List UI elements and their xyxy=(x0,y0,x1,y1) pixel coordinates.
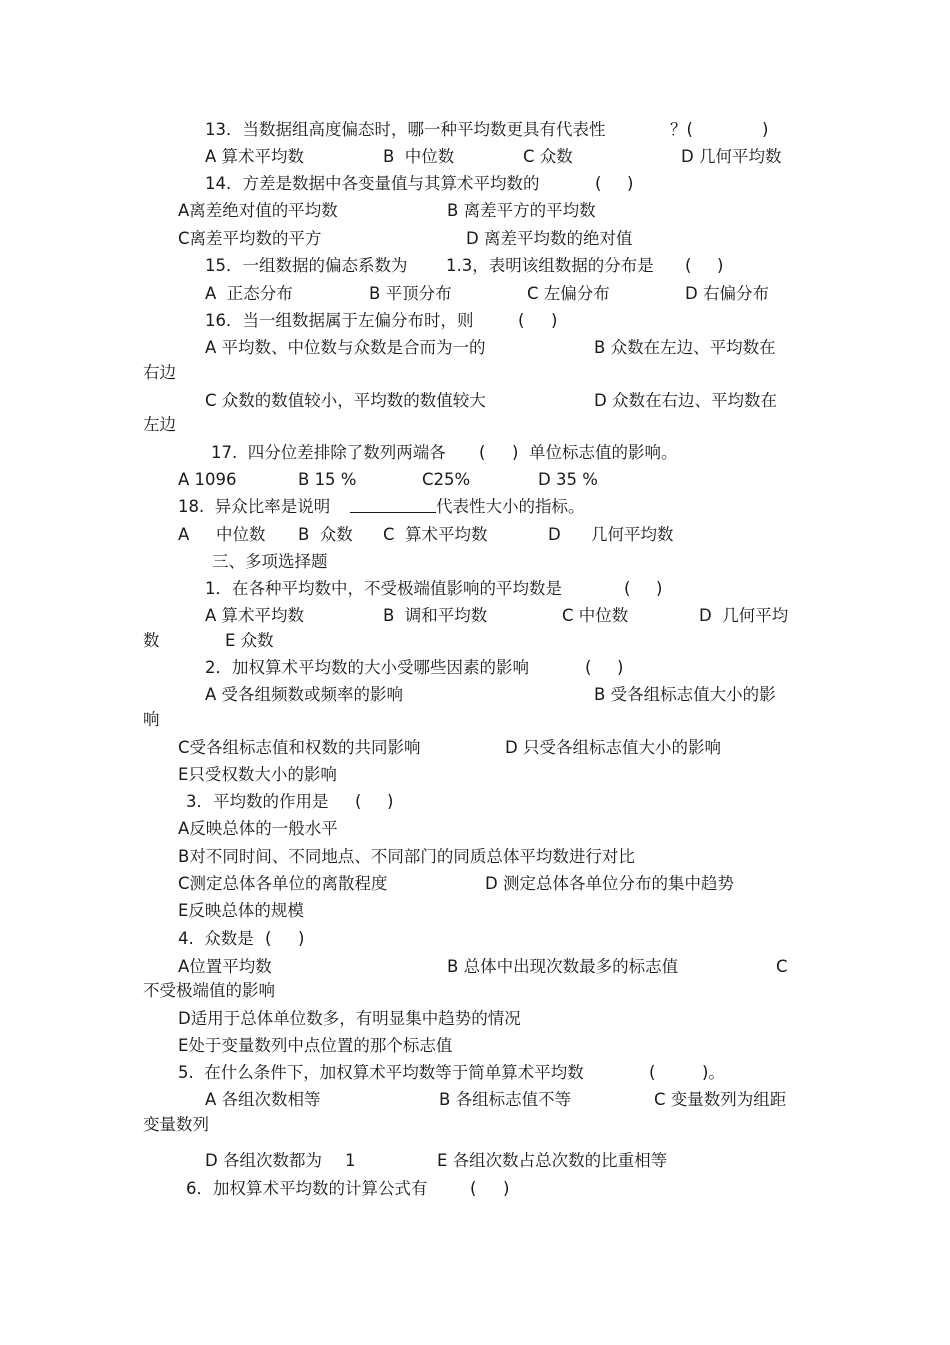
option-a: A 1096 xyxy=(178,470,237,489)
answer-paren-close: ) xyxy=(387,792,394,811)
option-c: C 中位数 xyxy=(562,606,629,625)
answer-paren-open: ？( xyxy=(670,120,693,139)
answer-paren-open: ( xyxy=(624,579,631,598)
option-b: B 15 % xyxy=(298,470,357,489)
option-a: A 正态分布 xyxy=(205,284,293,303)
answer-paren-close: ) xyxy=(627,174,634,193)
option-d-letter: D xyxy=(548,525,561,544)
option-d: D 只受各组标志值大小的影响 xyxy=(505,738,721,757)
multi-question-2-text: 2．加权算术平均数的大小受哪些因素的影响 xyxy=(205,658,529,677)
question-15-text-cont: 1.3，表明该组数据的分布是 xyxy=(446,256,654,275)
option-b: B 平顶分布 xyxy=(369,284,452,303)
option-a-letter: A xyxy=(178,525,190,544)
option-d: D 离差平均数的绝对值 xyxy=(466,229,633,248)
answer-paren-open: ( xyxy=(685,256,692,275)
option-b: B 中位数 xyxy=(383,147,455,166)
option-d: D适用于总体单位数多，有明显集中趋势的情况 xyxy=(178,1009,521,1028)
option-e: E处于变量数列中点位置的那个标志值 xyxy=(178,1036,453,1055)
fill-blank xyxy=(350,496,436,519)
question-13-text: 13．当数据组高度偏态时，哪一种平均数更具有代表性 xyxy=(205,120,606,139)
multi-question-1-text: 1．在各种平均数中，不受极端值影响的平均数是 xyxy=(205,579,562,598)
option-e: E只受权数大小的影响 xyxy=(178,765,337,784)
option-b: B 各组标志值不等 xyxy=(439,1090,572,1109)
option-d: D 各组次数都为 xyxy=(205,1151,322,1170)
answer-paren-open: ( xyxy=(518,311,525,330)
option-b-wrap: 响 xyxy=(143,710,160,729)
question-15-text: 15．一组数据的偏态系数为 xyxy=(205,256,408,275)
option-b-wrap: 右边 xyxy=(143,363,176,382)
option-d: D 几何平均数 xyxy=(681,147,782,166)
option-c: C 众数 xyxy=(523,147,573,166)
option-d: D 几何平均 xyxy=(699,606,789,625)
option-d: D 右偏分布 xyxy=(685,284,769,303)
answer-paren-open: ( xyxy=(585,658,592,677)
answer-paren-close: ) xyxy=(298,929,305,948)
option-a: 中位数 xyxy=(216,525,266,544)
question-17-text: 17. 四分位差排除了数列两端各 xyxy=(211,443,446,462)
option-a: A反映总体的一般水平 xyxy=(178,819,338,838)
question-14-text: 14．方差是数据中各变量值与其算术平均数的 xyxy=(205,174,540,193)
option-c: 不受极端值的影响 xyxy=(143,981,275,1000)
answer-paren-close: ) xyxy=(656,579,663,598)
option-a: A 受各组频数或频率的影响 xyxy=(205,685,404,704)
option-a: A 算术平均数 xyxy=(205,147,305,166)
option-a: A 各组次数相等 xyxy=(205,1090,321,1109)
option-a: A离差绝对值的平均数 xyxy=(178,201,338,220)
answer-paren-open: ( xyxy=(265,929,272,948)
option-a: A位置平均数 xyxy=(178,957,272,976)
option-e: E 众数 xyxy=(225,631,274,650)
option-d: 几何平均数 xyxy=(591,525,674,544)
option-c-letter: C xyxy=(776,957,788,976)
option-d: D 35 % xyxy=(538,470,598,489)
question-18-text: 18. 异众比率是说明 xyxy=(178,497,331,516)
option-d-value: 1 xyxy=(345,1151,356,1170)
answer-paren-close: ) xyxy=(551,311,558,330)
option-e: E反映总体的规模 xyxy=(178,901,304,920)
answer-paren-close: ) xyxy=(762,120,769,139)
question-16-text: 16．当一组数据属于左偏分布时，则 xyxy=(205,311,474,330)
multi-question-6-text: 6．加权算术平均数的计算公式有 xyxy=(186,1179,428,1198)
option-a: A 算术平均数 xyxy=(205,606,305,625)
answer-paren-open: ( xyxy=(649,1063,656,1082)
option-c: C受各组标志值和权数的共同影响 xyxy=(178,738,421,757)
multi-question-4-text: 4. 众数是 xyxy=(178,929,254,948)
option-b: B 众数在左边、平均数在 xyxy=(594,338,776,357)
option-b: B 离差平方的平均数 xyxy=(447,201,596,220)
answer-paren-open: ( xyxy=(470,1179,477,1198)
option-b: B 调和平均数 xyxy=(383,606,488,625)
option-d: D 众数在右边、平均数在 xyxy=(594,391,777,410)
option-b: B 受各组标志值大小的影 xyxy=(594,685,776,704)
question-17-text-cont: 单位标志值的影响。 xyxy=(529,443,678,462)
option-c: C离差平均数的平方 xyxy=(178,229,322,248)
answer-paren-close: ) xyxy=(503,1179,510,1198)
option-c: C 算术平均数 xyxy=(383,525,488,544)
option-a: A 平均数、中位数与众数是合而为一的 xyxy=(205,338,486,357)
option-c: C25% xyxy=(422,470,471,489)
section-heading: 三、多项选择题 xyxy=(212,552,328,571)
option-c: C测定总体各单位的离散程度 xyxy=(178,874,388,893)
option-c: C 左偏分布 xyxy=(527,284,610,303)
option-e: E 各组次数占总次数的比重相等 xyxy=(437,1151,668,1170)
option-d-wrap: 数 xyxy=(143,631,160,650)
option-d-wrap: 左边 xyxy=(143,415,176,434)
answer-paren-open: ( xyxy=(595,174,602,193)
question-18-text-cont: 代表性大小的指标。 xyxy=(436,497,585,516)
option-b: B对不同时间、不同地点、不同部门的同质总体平均数进行对比 xyxy=(178,847,635,866)
option-b: B 众数 xyxy=(298,525,353,544)
answer-paren-close: ) xyxy=(512,443,519,462)
option-c-wrap: 变量数列 xyxy=(143,1115,209,1134)
option-b: B 总体中出现次数最多的标志值 xyxy=(447,957,679,976)
multi-question-3-text: 3．平均数的作用是 xyxy=(186,792,329,811)
answer-paren-close: ) xyxy=(717,256,724,275)
option-c: C 众数的数值较小，平均数的数值较大 xyxy=(205,391,486,410)
multi-question-5-text: 5. 在什么条件下，加权算术平均数等于简单算术平均数 xyxy=(178,1063,584,1082)
answer-paren-close: ) xyxy=(617,658,624,677)
answer-paren-open: ( xyxy=(355,792,362,811)
answer-paren-open: ( xyxy=(479,443,486,462)
option-c: C 变量数列为组距 xyxy=(654,1090,787,1109)
answer-paren-close: )。 xyxy=(702,1063,725,1082)
option-d: D 测定总体各单位分布的集中趋势 xyxy=(485,874,734,893)
